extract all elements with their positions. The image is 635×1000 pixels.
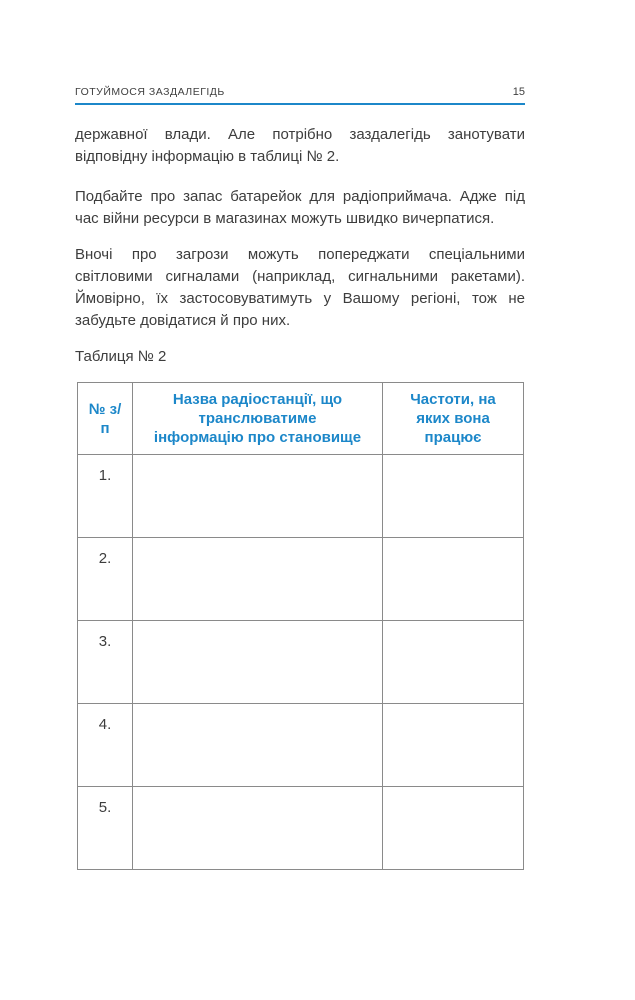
row-number-cell: 4. [78,704,133,787]
station-name-cell [133,538,383,621]
frequency-cell [383,538,524,621]
station-name-cell [133,787,383,870]
paragraph-state-authorities: державної влади. Але потрібно заздалегідь занотувати відповідну інформацію в таблиці № 2. [75,126,525,165]
frequency-cell [383,455,524,538]
page-number: 15 [512,86,525,98]
table-row [78,538,524,621]
paragraph-batteries: Подбайте про запас батарейок для радіоприймача. Адже під час війни ресурси в магазинах можуть швидко вичерпатися. [75,188,525,227]
header-rule [75,103,525,105]
station-name-cell [133,455,383,538]
table-row [78,704,524,787]
frequency-cell [383,787,524,870]
table-header-row [78,383,524,455]
paragraph-night-signals: Вночі про загрози можуть попереджати спеціальними світловими сигналами (наприклад, сигнальними ракетами). Ймовірно, їх застосовуватимуть у Вашому регіоні, тож не забудьте довідатися й про них. [75,246,525,329]
station-name-cell [133,621,383,704]
frequency-cell [383,704,524,787]
row-number-cell: 3. [78,621,133,704]
page-header [75,86,525,98]
table-row [78,455,524,538]
row-number-cell: 5. [78,787,133,870]
column-header-station-name: Назва радіостанції, що транслюватиме інформацію про становище [133,383,383,455]
station-name-cell [133,704,383,787]
section-title: ГОТУЙМОСЯ ЗАЗДАЛЕГІДЬ [75,86,225,98]
table-row [78,621,524,704]
frequency-cell [383,621,524,704]
table-caption: Таблиця № 2 [75,348,167,365]
row-number-cell: 1. [78,455,133,538]
radio-stations-table [77,382,524,870]
table-row [78,787,524,870]
column-header-frequency: Частоти, на яких вона працює [383,383,524,455]
column-header-ordinal: № з/п [78,383,133,455]
row-number-cell: 2. [78,538,133,621]
